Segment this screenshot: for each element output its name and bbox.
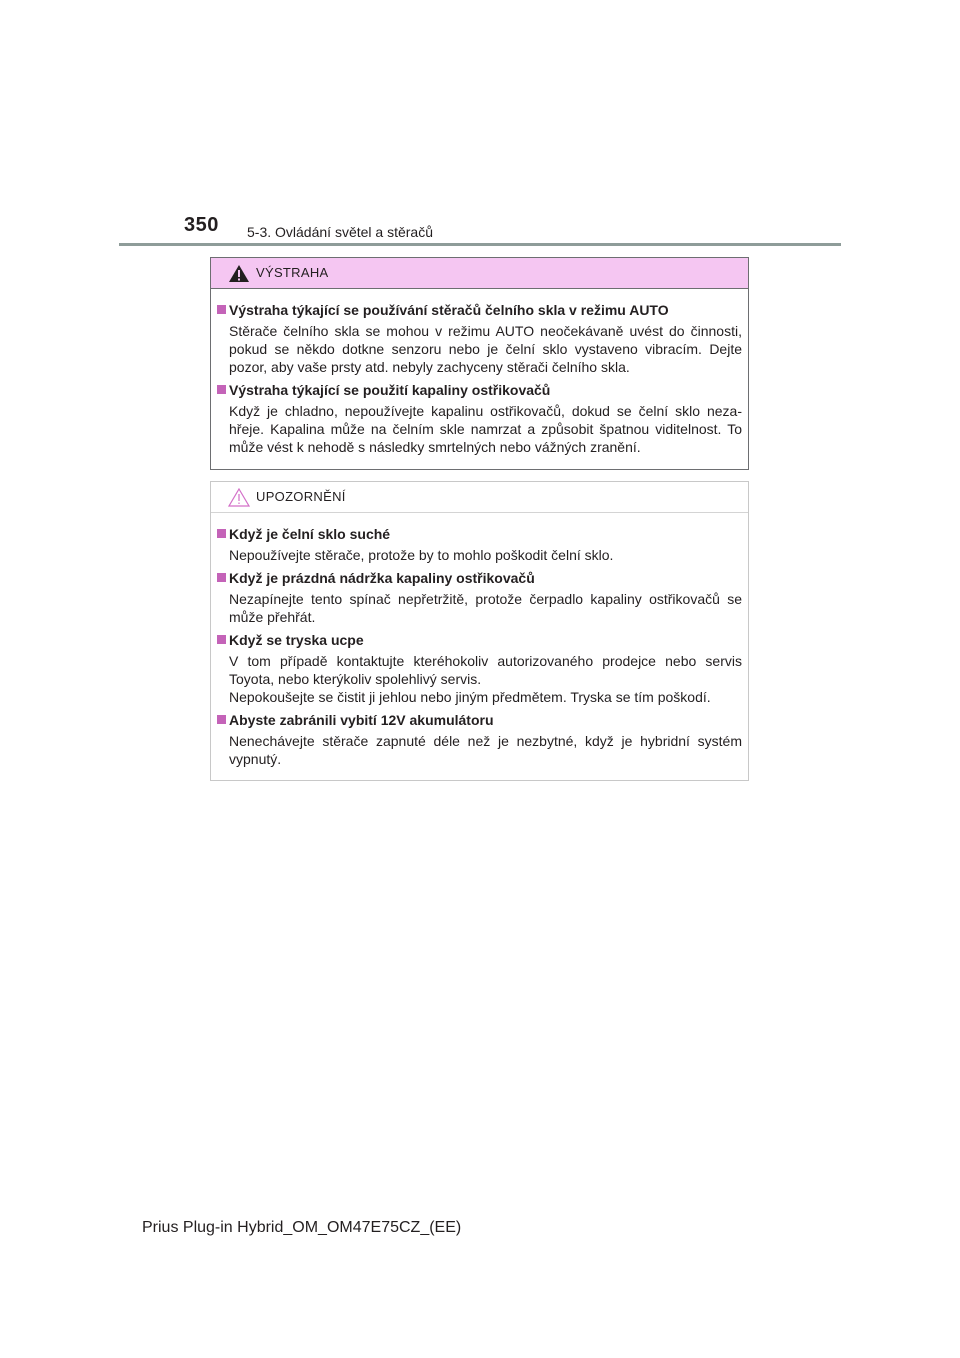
caution-heading: UPOZORNĚNÍ bbox=[256, 489, 346, 504]
warning-item-text: Stěrače čelního skla se mohou v režimu AUTO neočekávaně uvést do činnosti, pokud se někdo dotkne senzoru nebo je čelní sklo vystaveno vibracím. Dejte pozor, aby vaše prsty atd. nebyly zachyceny stěrači čelního skla. bbox=[229, 323, 742, 375]
square-bullet-icon bbox=[217, 573, 226, 582]
caution-item bbox=[217, 711, 742, 768]
caution-item-text: V tom případě kontaktujte kteréhokoliv autorizovaného prodejce nebo servis Toyota, nebo kterýkoliv spolehlivý servis. Nepokoušejte se čistit ji jehlou nebo jiným předmětem. Tryska se tím poškodí. bbox=[229, 653, 742, 705]
square-bullet-icon bbox=[217, 305, 226, 314]
caution-item-title: Když se tryska ucpe bbox=[217, 631, 742, 649]
square-bullet-icon bbox=[217, 715, 226, 724]
caution-box-header bbox=[211, 482, 748, 513]
page-number: 350 bbox=[184, 214, 219, 236]
warning-item bbox=[217, 301, 742, 376]
warning-item-text: Když je chladno, nepoužívejte kapalinu ostřikovačů, dokud se čelní sklo neza-hřeje. Kapalina může na čelním skle namrzat a způsobit špatnou viditelnost. To může vést k nehodě s následky smrtelných nebo vážných zranění. bbox=[229, 403, 742, 455]
header-rule bbox=[119, 243, 841, 246]
caution-triangle-icon bbox=[228, 488, 250, 507]
warning-box bbox=[210, 257, 749, 470]
square-bullet-icon bbox=[217, 635, 226, 644]
caution-item-text: Nezapínejte tento spínač nepřetržitě, protože čerpadlo kapaliny ostřikovačů se může přehřát. bbox=[229, 591, 742, 625]
caution-item bbox=[217, 525, 742, 564]
caution-item-title: Abyste zabránili vybití 12V akumulátoru bbox=[217, 711, 742, 729]
warning-box-header bbox=[211, 258, 748, 289]
caution-item bbox=[217, 569, 742, 626]
warning-triangle-icon bbox=[228, 264, 250, 283]
caution-item-text: Nepoužívejte stěrače, protože by to mohlo poškodit čelní sklo. bbox=[229, 547, 614, 563]
document-id-footer: Prius Plug-in Hybrid_OM_OM47E75CZ_(EE) bbox=[142, 1219, 462, 1236]
warning-item bbox=[217, 381, 742, 456]
caution-box bbox=[210, 481, 749, 781]
caution-item-title: Když je prázdná nádržka kapaliny ostřikovačů bbox=[217, 569, 742, 587]
caution-item-text: Nenechávejte stěrače zapnuté déle než je nezbytné, když je hybridní systém vypnutý. bbox=[229, 733, 742, 767]
caution-item-title: Když je čelní sklo suché bbox=[217, 525, 742, 543]
caution-item bbox=[217, 631, 742, 706]
square-bullet-icon bbox=[217, 529, 226, 538]
warning-item-title: Výstraha týkající se používání stěračů čelního skla v režimu AUTO bbox=[217, 301, 742, 319]
warning-item-title: Výstraha týkající se použití kapaliny ostřikovačů bbox=[217, 381, 742, 399]
section-title: 5-3. Ovládání světel a stěračů bbox=[247, 224, 433, 240]
warning-heading: VÝSTRAHA bbox=[256, 265, 329, 280]
square-bullet-icon bbox=[217, 385, 226, 394]
